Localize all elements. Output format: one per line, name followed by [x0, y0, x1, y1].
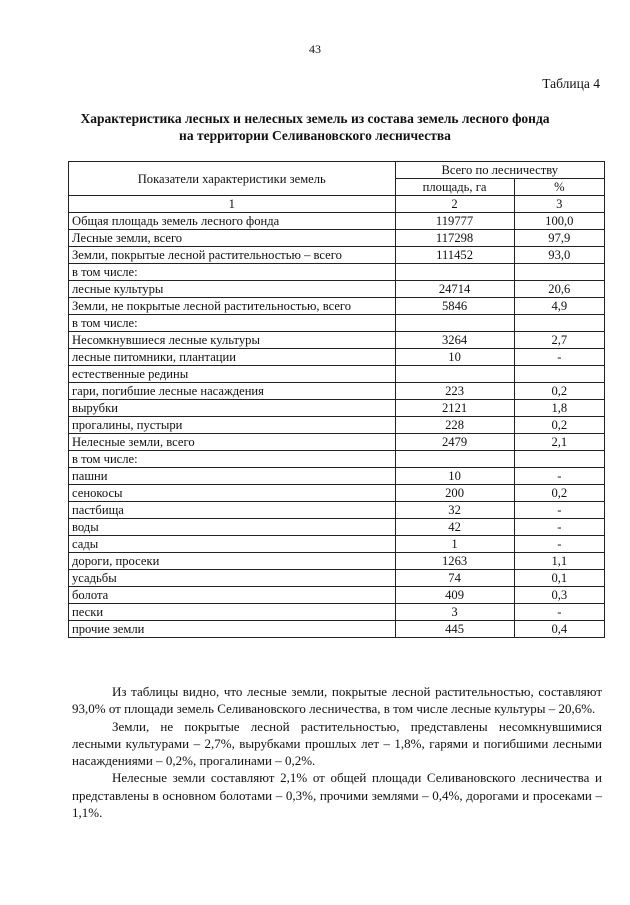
table-row [69, 264, 605, 281]
header-area: площадь, га [395, 179, 514, 196]
body-text [72, 683, 602, 821]
row-area: 2121 [395, 400, 514, 417]
table-row [69, 570, 605, 587]
row-label: пашни [69, 468, 396, 485]
row-label: Земли, покрытые лесной растительностью – всего [69, 247, 396, 264]
row-label: Земли, не покрытые лесной растительностью, всего [69, 298, 396, 315]
row-area: 117298 [395, 230, 514, 247]
row-area: 111452 [395, 247, 514, 264]
table-row [69, 536, 605, 553]
row-area: 1263 [395, 553, 514, 570]
row-area: 223 [395, 383, 514, 400]
table-row [69, 400, 605, 417]
row-percent: 0,2 [514, 383, 604, 400]
row-percent: 100,0 [514, 213, 604, 230]
column-numbers-row [69, 196, 605, 213]
table-row [69, 587, 605, 604]
row-label: пески [69, 604, 396, 621]
paragraph: Земли, не покрытые лесной растительностью, представлены несомкнувшимися лесными культурами – 2,7%, вырубками прошлых лет – 1,8%, гарями и погибшими лесными насаждениями – 0,2%, прогалинами – 0,2%. [72, 718, 602, 769]
row-label: в том числе: [69, 451, 396, 468]
row-area [395, 264, 514, 281]
land-characteristics-table [68, 161, 605, 638]
table-label: Таблица 4 [542, 76, 600, 91]
row-area [395, 366, 514, 383]
row-area: 24714 [395, 281, 514, 298]
table-row [69, 332, 605, 349]
row-label: болота [69, 587, 396, 604]
table-row [69, 468, 605, 485]
table-row [69, 383, 605, 400]
table-row [69, 553, 605, 570]
table-row [69, 604, 605, 621]
row-percent [514, 315, 604, 332]
row-area: 409 [395, 587, 514, 604]
row-label: Лесные земли, всего [69, 230, 396, 247]
row-area: 1 [395, 536, 514, 553]
paragraph: Нелесные земли составляют 2,1% от общей площади Селивановского лесничества и представлены в основном болотами – 0,3%, прочими землями – 0,4%, дорогами и просеками – 1,1%. [72, 770, 602, 821]
row-percent: - [514, 604, 604, 621]
row-area: 3264 [395, 332, 514, 349]
table-row [69, 213, 605, 230]
row-label: Нелесные земли, всего [69, 434, 396, 451]
table-row [69, 247, 605, 264]
row-area: 200 [395, 485, 514, 502]
row-area [395, 315, 514, 332]
row-percent: - [514, 519, 604, 536]
row-area: 3 [395, 604, 514, 621]
row-percent: 0,4 [514, 621, 604, 638]
header-indicators: Показатели характеристики земель [69, 162, 396, 196]
column-number: 3 [514, 196, 604, 213]
row-label: сады [69, 536, 396, 553]
row-percent: 0,1 [514, 570, 604, 587]
row-label: вырубки [69, 400, 396, 417]
row-area: 119777 [395, 213, 514, 230]
page-number: 43 [309, 42, 321, 56]
column-number: 2 [395, 196, 514, 213]
row-area: 32 [395, 502, 514, 519]
table-row [69, 298, 605, 315]
row-percent: 0,3 [514, 587, 604, 604]
row-label: в том числе: [69, 315, 396, 332]
table-row [69, 417, 605, 434]
table-title-line-1: Характеристика лесных и нелесных земель из состава земель лесного фонда [80, 111, 550, 126]
table-body [69, 213, 605, 638]
table-row [69, 451, 605, 468]
row-percent [514, 451, 604, 468]
table-row [69, 349, 605, 366]
row-label: воды [69, 519, 396, 536]
table-row [69, 502, 605, 519]
row-percent [514, 366, 604, 383]
row-percent [514, 264, 604, 281]
row-label: Общая площадь земель лесного фонда [69, 213, 396, 230]
row-percent: 97,9 [514, 230, 604, 247]
row-percent: 2,1 [514, 434, 604, 451]
column-number: 1 [69, 196, 396, 213]
table-row [69, 366, 605, 383]
row-label: гари, погибшие лесные насаждения [69, 383, 396, 400]
table-row [69, 230, 605, 247]
row-area [395, 451, 514, 468]
row-percent: 20,6 [514, 281, 604, 298]
table-row [69, 519, 605, 536]
row-area: 5846 [395, 298, 514, 315]
row-area: 42 [395, 519, 514, 536]
row-label: лесные культуры [69, 281, 396, 298]
row-label: прогалины, пустыри [69, 417, 396, 434]
row-label: Несомкнувшиеся лесные культуры [69, 332, 396, 349]
table-row [69, 315, 605, 332]
row-percent: - [514, 536, 604, 553]
row-percent: 0,2 [514, 417, 604, 434]
row-percent: - [514, 502, 604, 519]
row-label: сенокосы [69, 485, 396, 502]
table-row [69, 434, 605, 451]
table-row [69, 485, 605, 502]
table-row [69, 281, 605, 298]
row-label: дороги, просеки [69, 553, 396, 570]
table-row [69, 621, 605, 638]
row-label: усадьбы [69, 570, 396, 587]
row-percent: - [514, 349, 604, 366]
row-area: 2479 [395, 434, 514, 451]
row-label: лесные питомники, плантации [69, 349, 396, 366]
row-label: в том числе: [69, 264, 396, 281]
paragraph: Из таблицы видно, что лесные земли, покрытые лесной растительностью, составляют 93,0% от площади земель Селивановского лесничества, в том числе лесные культуры – 20,6%. [72, 684, 602, 717]
row-percent: - [514, 468, 604, 485]
row-percent: 0,2 [514, 485, 604, 502]
header-percent: % [514, 179, 604, 196]
row-area: 228 [395, 417, 514, 434]
header-total-forestry: Всего по лесничеству [395, 162, 604, 179]
row-percent: 93,0 [514, 247, 604, 264]
row-area: 10 [395, 468, 514, 485]
row-percent: 2,7 [514, 332, 604, 349]
row-area: 10 [395, 349, 514, 366]
row-label: пастбища [69, 502, 396, 519]
row-percent: 4,9 [514, 298, 604, 315]
table-title-line-2: на территории Селивановского лесничества [179, 128, 451, 143]
row-label: естественные редины [69, 366, 396, 383]
row-area: 74 [395, 570, 514, 587]
row-area: 445 [395, 621, 514, 638]
row-percent: 1,1 [514, 553, 604, 570]
table-title [60, 110, 570, 144]
row-percent: 1,8 [514, 400, 604, 417]
row-label: прочие земли [69, 621, 396, 638]
